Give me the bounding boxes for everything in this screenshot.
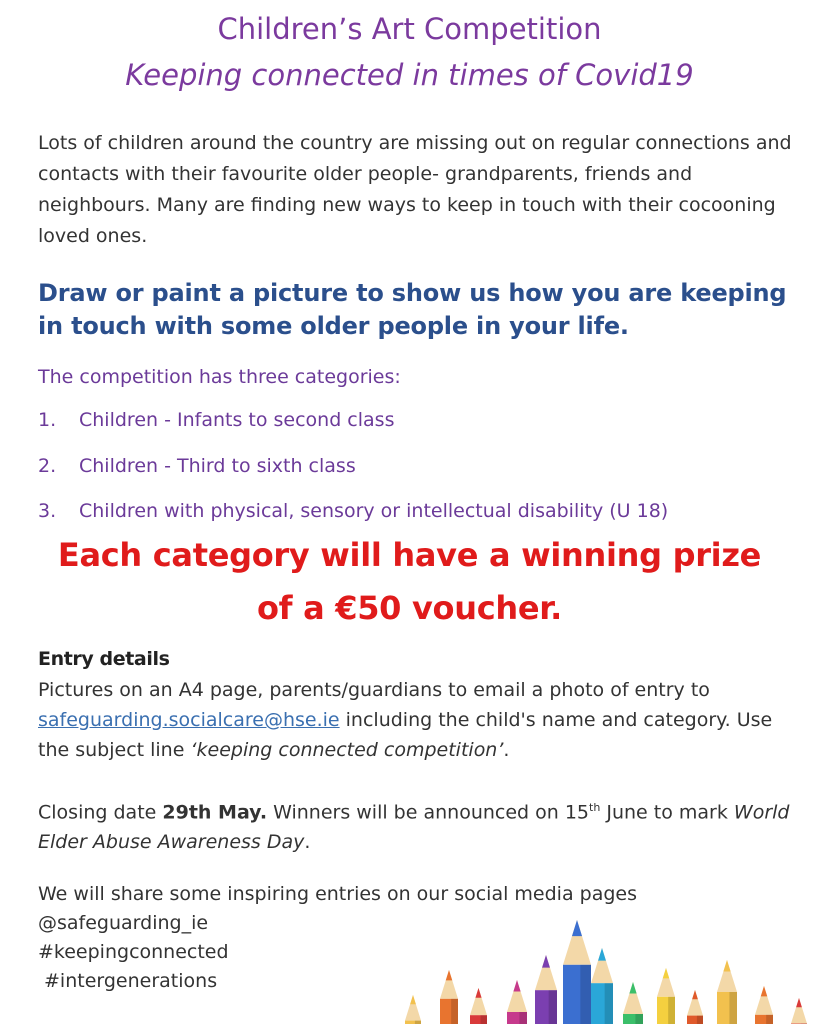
pencil-icon [563,920,591,1024]
pencil-icon [657,968,675,1024]
prize-announcement-amount: of a €50 voucher. [256,589,563,627]
entry-text: including the child's name and category. Use the subject line [38,709,773,761]
closing-label: Closing date [38,801,163,824]
pencil-icon [405,995,421,1024]
pencil-icon [507,980,527,1024]
winners-text: Winners will be announced on 15 [267,801,590,824]
category-item [38,500,668,522]
closing-date-text [38,793,808,857]
social-handle: @safeguarding_ie [38,912,209,934]
entry-text: . [503,739,510,761]
entry-details-text [38,675,808,765]
category-number: 1. [38,409,57,431]
hashtag-intergenerations: #intergenerations [44,970,218,992]
colored-pencils-illustration [395,910,819,1024]
page-subtitle: Keeping connected in times of Covid19 [125,58,694,92]
pencil-icon [470,988,487,1024]
entry-details-heading: Entry details [38,648,170,670]
pencil-icon [687,990,703,1024]
category-text: Children - Infants to second class [79,409,395,431]
category-item [38,409,394,431]
subject-line: ‘keeping connected competition’ [190,739,504,761]
category-number: 3. [38,500,57,522]
email-link[interactable]: safeguarding.socialcare@hse.ie [38,709,340,731]
page-title: Children’s Art Competition [217,12,602,46]
pencil-icon [440,970,458,1024]
pencil-icon [623,982,643,1024]
pencil-icon [791,998,807,1024]
call-to-action-headline: Draw or paint a picture to show us how you are keeping in touch with some older people in your life. [38,279,787,340]
ordinal-suffix: th [589,801,601,814]
hashtag-keepingconnected: #keepingconnected [38,941,229,963]
category-text: Children with physical, sensory or intellectual disability (U 18) [79,500,669,522]
categories-intro: The competition has three categories: [38,366,401,388]
winners-text: . [304,831,311,854]
entry-text: Pictures on an A4 page, parents/guardians to email a photo of entry to [38,679,710,701]
category-item [38,455,356,477]
winners-text: June to mark [600,801,734,824]
pencil-icon [755,986,773,1024]
pencil-icon [717,960,737,1024]
pencil-icon [535,955,557,1024]
social-share-text: We will share some inspiring entries on our social media pages [38,883,637,905]
category-number: 2. [38,455,57,477]
pencil-icon [591,948,613,1024]
intro-paragraph: Lots of children around the country are missing out on regular connections and contacts with their favourite older people- grandparents, friends and neighbours. Many are finding new ways to keep in touch with their cocooning loved ones. [38,132,792,247]
awareness-day: World Elder Abuse Awareness Day [38,801,790,854]
category-text: Children - Third to sixth class [79,455,356,477]
prize-announcement: Each category will have a winning prize [57,536,762,574]
closing-date: 29th May. [162,801,268,824]
